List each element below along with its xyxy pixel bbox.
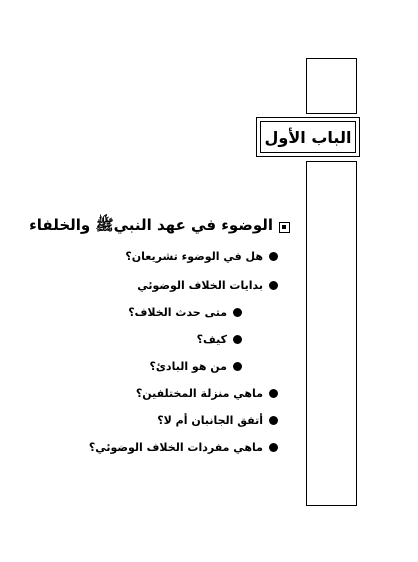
list-item [125,250,278,263]
list-item-text: من هو البادئ؟ [149,360,227,373]
bullet-icon [269,252,278,261]
bullet-icon [269,443,278,452]
chapter-title: الباب الأول [260,121,356,153]
bullet-icon [233,308,242,317]
list-item-text: ماهي منزلة المختلفين؟ [135,387,263,400]
list-item [137,279,278,292]
square-bullet-icon [279,222,290,233]
bullet-icon [233,335,242,344]
list-item [149,360,242,373]
section-heading [29,216,290,238]
list-item-text: ماهي مفردات الخلاف الوضوئي؟ [88,441,263,454]
decorative-frame-bottom [306,161,357,506]
bullet-icon [233,362,242,371]
section-heading-text: الوضوء في عهد النبيﷺ والخلفاء [29,216,273,234]
list-item-text: بدايات الخلاف الوضوئي [137,279,263,292]
bullet-icon [269,389,278,398]
list-item-text: أتفق الجانبان أم لا؟ [157,414,263,427]
list-item-text: كيف؟ [196,333,227,346]
list-item [89,441,278,454]
list-item-text: هل في الوضوء تشريعان؟ [125,250,263,263]
list-item [197,333,242,346]
decorative-frame-top [306,58,357,114]
list-item-text: متى حدث الخلاف؟ [128,306,227,319]
bullet-icon [269,416,278,425]
bullet-icon [269,281,278,290]
chapter-title-box [256,117,360,157]
list-item [136,387,278,400]
list-item [128,306,242,319]
list-item [157,414,278,427]
